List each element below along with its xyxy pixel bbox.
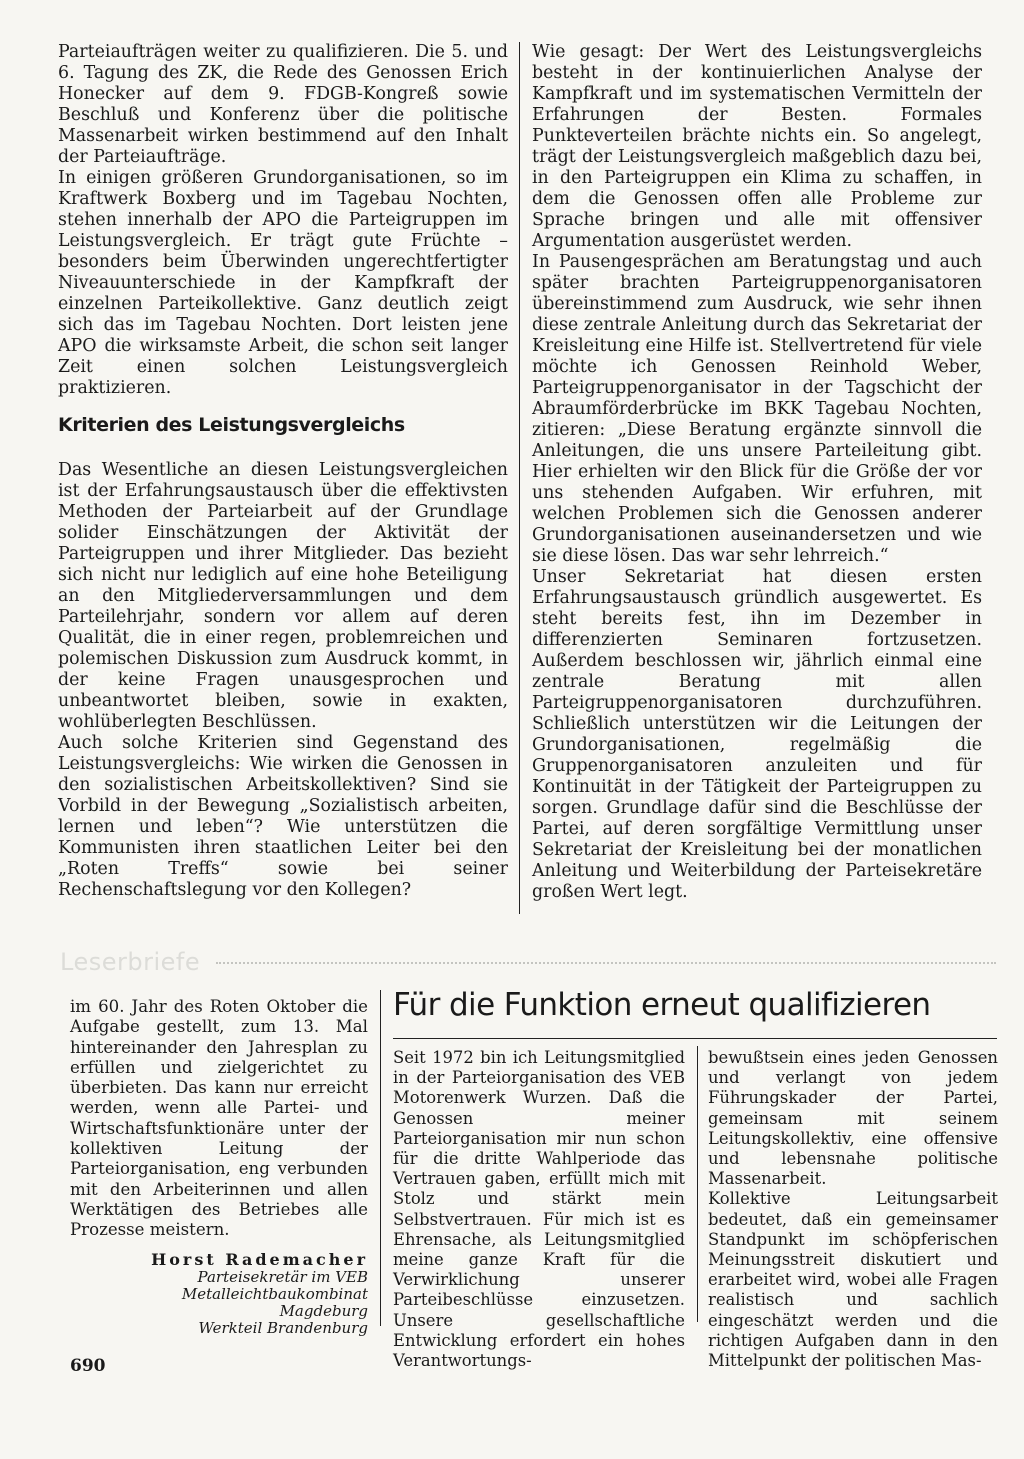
author-role-line: Metalleichtbaukombinat (181, 1285, 368, 1303)
paragraph: Kollektive Leitungsarbeit bedeutet, daß ein gemeinsamer Standpunkt im schöpferischen Meinungsstreit diskutiert und erarbeitet wird, wobei alle Fragen realistisch und sachlich eingeschätzt werden und die richtigen Aufgaben dann in den Mittelpunkt der politischen Mas- (708, 1189, 998, 1371)
article-left-column-middle (58, 460, 508, 901)
paragraph: In einigen größeren Grundorganisationen, so im Kraftwerk Boxberg und im Tagebau Nochten, stehen innerhalb der APO die Parteigruppen im Leistungsvergleich. Er trägt gute Früchte – besonders beim Überwinden ungerechtfertigter Niveauunterschiede in der Kampfkraft der einzelnen Parteikollektive. Ganz deutlich zeigt sich das im Tagebau Nochten. Dort leisten jene APO die wirksamste Arbeit, die schon seit langer Zeit einen solchen Leistungsvergleich praktizieren. (58, 168, 508, 398)
paragraph: In Pausengesprächen am Beratungstag und auch später brachten Parteigruppenorganisatoren übereinstimmend zum Ausdruck, wie sehr ihnen diese zentrale Anleitung durch das Sekretariat der Kreisleitung eine Hilfe ist. Stellvertretend für viele möchte ich Genossen Reinhold Weber, Parteigruppenorganisator in der Tagschicht der Abraumförderbrücke im BKK Tagebau Nochten, zitieren: „Diese Beratung ergänzte sinnvoll die Anleitungen, die uns unsere Parteileitung gibt. Hier erhielten wir den Blick für die Größe der vor uns stehenden Aufgaben. Wir erfuhren, mit welchen Problemen sich die Genossen anderer Grundorganisationen auseinandersetzen und wie sie diese lösen. Das war sehr lehrreich.“ (532, 252, 982, 566)
letter1-column (70, 997, 368, 1241)
author-role-line: Werkteil Brandenburg (198, 1319, 368, 1337)
column-divider (380, 990, 381, 1326)
author-role-line: Parteisekretär im VEB (197, 1268, 368, 1286)
paragraph: bewußtsein eines jeden Genossen und verlangt von jedem Führungskader der Partei, gemeinsam mit seinem Leitungskollektiv, eine offensive und lebensnahe politische Massenarbeit. (708, 1048, 998, 1189)
author-role (150, 1269, 368, 1337)
paragraph: Das Wesentliche an diesen Leistungsvergleichen ist der Erfahrungsaustausch über die effektivsten Methoden der Parteiarbeit auf der Grundlage solider Einschätzungen der Aktivität der Parteigruppen und ihrer Mitglieder. Das bezieht sich nicht nur lediglich auf eine hohe Beteiligung an den Mitgliederversammlungen und dem Parteilehrjahr, sondern vor allem auf deren Qualität, die in einer regen, problemreichen und polemischen Diskussion zum Ausdruck kommt, in der keine Fragen unausgesprochen und unbeantwortet bleiben, sowie in exakten, wohlüberlegten Beschlüssen. (58, 460, 508, 732)
page-number: 690 (70, 1356, 106, 1376)
paragraph: Wie gesagt: Der Wert des Leistungsvergleichs besteht in der kontinuierlichen Analyse der Kampfkraft und im systematischen Vermitteln der Erfahrungen der Besten. Formales Punkteverteilen brächte nichts ein. So angelegt, trägt der Leistungsvergleich maßgeblich dazu bei, in den Parteigruppen ein Klima zu schaffen, in dem die Genossen offen alle Probleme zur Sprache bringen und alle mit offensiver Argumentation ausgerüstet werden. (532, 42, 982, 251)
column-divider (697, 1046, 698, 1322)
section-heading: Kriterien des Leistungsvergleichs (58, 414, 405, 436)
paragraph: Unser Sekretariat hat diesen ersten Erfahrungsaustausch gründlich ausgewertet. Es steht bereits fest, ihn im Dezember in differenzierten Seminaren fortzusetzen. Außerdem beschlossen wir, jährlich einmal eine zentrale Beratung mit allen Parteigruppenorganisatoren durchzuführen. Schließlich unterstützen wir die Leitungen der Grundorganisationen, regelmäßig die Gruppenorganisatoren anzuleiten und für Kontinuität in der Tätigkeit der Parteigruppen zu sorgen. Grundlage dafür sind die Beschlüsse der Partei, auf deren sorgfältige Vermittlung unser Sekretariat der Kreisleitung bei der monatlichen Anleitung und Weiterbildung der Parteisekretäre großen Wert legt. (532, 567, 982, 902)
author-name: Horst Rademacher (151, 1250, 368, 1269)
article-right-column (532, 42, 982, 903)
column-divider (519, 42, 520, 914)
author-role-line: Magdeburg (279, 1302, 368, 1320)
section-rubric: Leserbriefe (60, 948, 201, 976)
paragraph: Auch solche Kriterien sind Gegenstand des Leistungsvergleichs: Wie wirken die Genossen in den sozialistischen Arbeitskollektiven? Sind sie Vorbild in der Bewegung „Sozialistisch arbeiten, lernen und leben“? Wie unterstützen die Kommunisten ihren staatlichen Leiter bei den „Roten Treffs“ sowie bei seiner Rechenschaftslegung vor den Kollegen? (58, 733, 508, 900)
paragraph: Parteiaufträgen weiter zu qualifizieren. Die 5. und 6. Tagung des ZK, die Rede des Genossen Erich Honecker auf dem 9. FDGB-Kongreß sowie Beschluß und Konferenz über die politische Massenarbeit wirken bestimmend auf den Inhalt der Parteiaufträge. (58, 42, 508, 167)
paragraph: Seit 1972 bin ich Leitungsmitglied in der Parteiorganisation des VEB Motorenwerk Wurzen. Daß die Genossen meiner Parteiorganisation mir nun schon für die dritte Wahlperiode das Vertrauen gaben, erfüllt mich mit Stolz und stärkt mein Selbstvertrauen. Für mich ist es Ehrensache, als Leitungsmitglied meine ganze Kraft für die Verwirklichung unserer Parteibeschlüsse einzusetzen. Unsere gesellschaftliche Entwicklung erfordert ein hohes Verantwortungs- (393, 1048, 685, 1371)
letter2-column-2 (708, 1048, 998, 1371)
headline-rule (393, 1038, 997, 1039)
article-left-column-top (58, 42, 508, 399)
letter2-column-1 (393, 1048, 685, 1371)
letter1-signature (150, 1250, 368, 1337)
letter2-headline: Für die Funktion erneut qualifizieren (393, 987, 931, 1023)
letter1-text: im 60. Jahr des Roten Oktober die Aufgabe gestellt, zum 13. Mal hintereinander den Jahresplan zu erfüllen und zielgerichtet zu überbieten. Das kann nur erreicht werden, wenn alle Partei- und Wirtschaftsfunktionäre unter der kollektiven Leitung der Parteiorganisation, eng verbunden mit den Arbeiterinnen und allen Werktätigen des Betriebes alle Prozesse meistern. (70, 997, 368, 1240)
rubric-rule (216, 962, 996, 964)
